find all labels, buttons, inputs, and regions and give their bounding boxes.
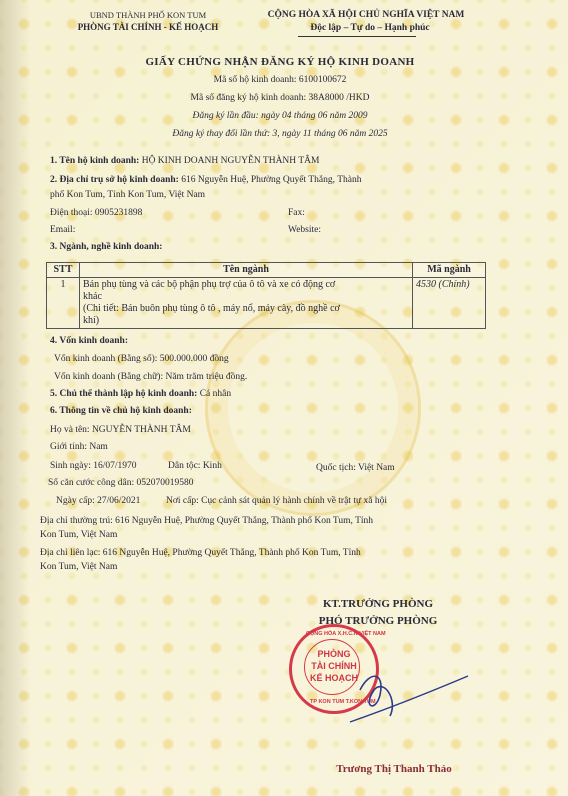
address-line1: 616 Nguyễn Huệ, Phường Quyết Thắng, Thành — [181, 175, 362, 185]
ngay-cap: Ngày cấp: 27/06/2021 — [56, 496, 141, 506]
thuong-tru-line1: Địa chỉ thường trú: 616 Nguyễn Huệ, Phường Quyết Thắng, Thành phố Kon Tum, Tỉnh — [40, 516, 374, 526]
row-ma-nganh: 4530 (Chính) — [413, 278, 486, 329]
dang-ky-lan-dau: Đăng ký lần đầu: ngày 04 tháng 06 năm 2009 — [192, 111, 368, 121]
stamp-line1: PHÒNG — [317, 649, 351, 659]
cccd: Số căn cước công dân: 052070019580 — [48, 478, 194, 488]
row-ten-nganh — [80, 278, 413, 329]
thuong-tru-line2: Kon Tum, Việt Nam — [40, 530, 118, 540]
header-stt: STT — [47, 263, 80, 278]
page-shadow — [0, 0, 30, 796]
lien-lac-line2: Kon Tum, Việt Nam — [40, 562, 118, 572]
section-1-label: 1. Tên hộ kinh doanh: — [50, 156, 140, 166]
section-4-label: 4. Vốn kinh doanh: — [50, 336, 128, 346]
business-name: HỘ KINH DOANH NGUYỄN THÀNH TÂM — [141, 156, 320, 166]
section-3-label: 3. Ngành, nghề kinh doanh: — [50, 242, 163, 252]
section-5 — [50, 389, 231, 399]
sinh-ngay: Sinh ngày: 16/07/1970 — [50, 461, 137, 471]
stamp-ring-bottom: TP KON TUM T.KON TUM — [310, 699, 376, 705]
website: Website: — [288, 225, 322, 235]
noi-cap: Nơi cấp: Cục cảnh sát quản lý hành chính về trật tự xã hội — [166, 496, 387, 506]
watermark-emblem — [205, 300, 421, 516]
signature-title1: KT.TRƯỞNG PHÒNG — [323, 598, 433, 610]
fax: Fax: — [288, 208, 305, 218]
header-right-line2: Độc lập – Tự do – Hạnh phúc — [310, 23, 430, 33]
ten-nganh-line1: Bán phụ tùng và các bộ phận phụ trợ của ô tô và xe có động cơ — [83, 279, 336, 290]
header-underline — [298, 36, 416, 37]
section-1 — [50, 156, 319, 166]
dang-ky-thay-doi: Đăng ký thay đổi lần thứ: 3, ngày 11 tháng 06 năm 2025 — [172, 129, 388, 139]
signature-title2: PHÓ TRƯỞNG PHÒNG — [318, 615, 438, 627]
dan-toc: Dân tộc: Kinh — [168, 461, 222, 471]
header-ma-nganh: Mã ngành — [413, 263, 486, 278]
ma-so-dang-ky: Mã số đăng ký hộ kinh doanh: 38A8000 /HKD — [190, 93, 370, 103]
header-left-line1: UBND THÀNH PHỐ KON TUM — [89, 10, 207, 20]
section-2-label: 2. Địa chỉ trụ sở hộ kinh doanh: — [50, 175, 179, 185]
ten-nganh-line2: khác — [83, 291, 102, 302]
address-line2: phố Kon Tum, Tỉnh Kon Tum, Việt Nam — [50, 190, 206, 200]
header-ten-nganh: Tên ngành — [80, 263, 413, 278]
section-6-label: 6. Thông tin về chủ hộ kinh doanh: — [50, 406, 192, 416]
ten-nganh-line3: (Chi tiết: Bán buôn phụ tùng ô tô , máy nổ, máy cày, đồ nghề cơ — [83, 303, 340, 314]
section-5-label: 5. Chủ thể thành lập hộ kinh doanh: — [50, 389, 198, 399]
ho-ten: Họ và tên: NGUYỄN THÀNH TÂM — [50, 425, 191, 435]
lien-lac-line1: Địa chỉ liên lạc: 616 Nguyễn Huệ, Phường Quyết Thắng, Thành phố Kon Tum, Tỉnh — [40, 548, 361, 558]
stamp-line2: TÀI CHÍNH — [311, 661, 357, 671]
phone: Điện thoại: 0905231898 — [50, 208, 143, 218]
document-title: GIẤY CHỨNG NHẬN ĐĂNG KÝ HỘ KINH DOANH — [145, 56, 415, 68]
stamp-line3: KẾ HOẠCH — [309, 673, 358, 683]
header-left-line2: PHÒNG TÀI CHÍNH - KẾ HOẠCH — [77, 22, 219, 32]
row-stt: 1 — [47, 278, 80, 329]
ten-nganh-line4: khí) — [83, 315, 100, 326]
von-bang-chu: Vốn kinh doanh (Bằng chữ): Năm trăm triệu đồng. — [54, 372, 248, 382]
section-2 — [50, 175, 361, 185]
von-bang-so: Vốn kinh doanh (Bằng số): 500.000.000 đồng — [54, 354, 229, 364]
stamp-ring-top: CỘNG HÒA X.H.C.N VIỆT NAM — [306, 631, 386, 637]
chu-the-value: Cá nhân — [199, 389, 232, 399]
gioi-tinh: Giới tính: Nam — [50, 442, 108, 452]
header-right-line1: CỘNG HÒA XÃ HỘI CHỦ NGHĨA VIỆT NAM — [267, 10, 465, 20]
table-header-row — [47, 263, 486, 278]
email: Email: — [50, 225, 76, 235]
industry-table — [46, 262, 486, 329]
quoc-tich: Quốc tịch: Việt Nam — [316, 463, 395, 473]
signer-name: Trương Thị Thanh Thảo — [336, 763, 452, 775]
ma-so-hkd: Mã số hộ kinh doanh: 6100100672 — [213, 75, 347, 85]
table-row — [47, 278, 486, 329]
handwritten-signature — [340, 660, 480, 730]
